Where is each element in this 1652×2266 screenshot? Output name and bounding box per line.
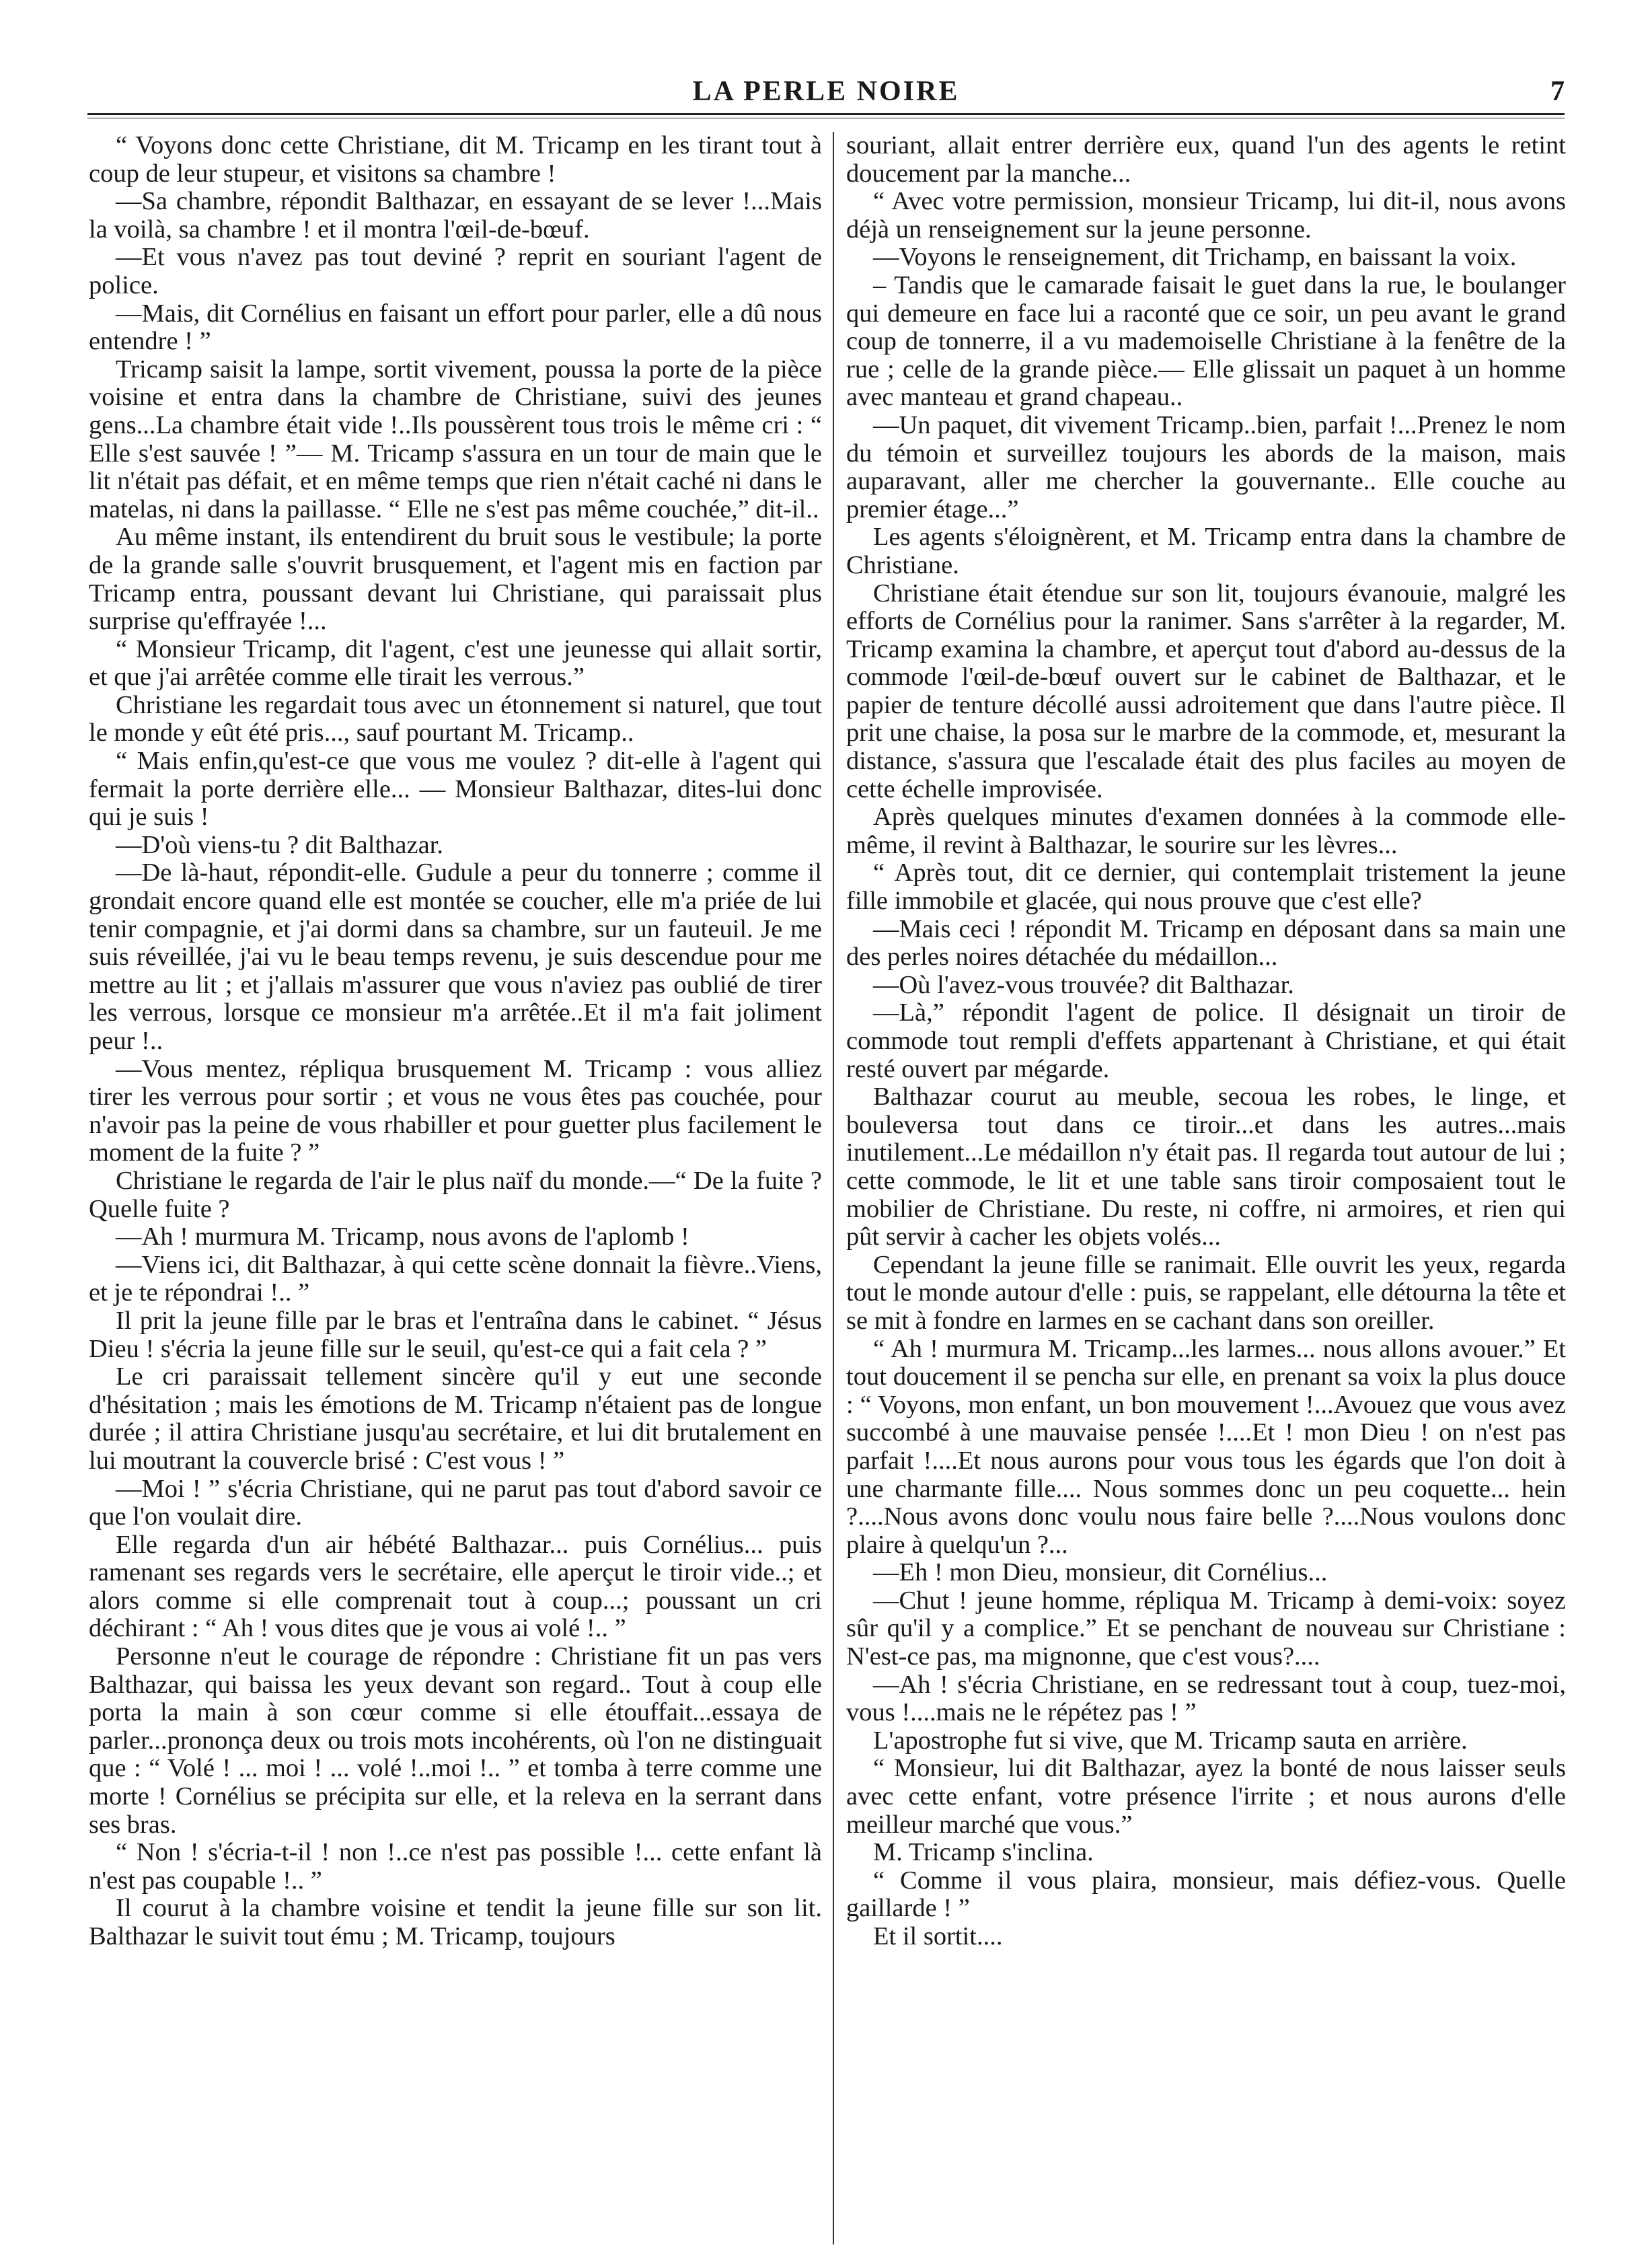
running-title: LA PERLE NOIRE (692, 76, 960, 107)
paragraph: —D'où viens-tu ? dit Balthazar. (116, 830, 444, 859)
paragraph: —Et vous n'avez pas tout deviné ? reprit en souriant l'agent de police. (89, 243, 822, 299)
paragraph: “ Ah ! murmura M. Tricamp...les larmes... nous allons avouer.” Et tout doucement il se pencha sur elle, en prenant sa voix la plus douce : “ Voyons, mon enfant, un bon mouvement !...Avouez que vous avez succombé à une mauvaise pensée !....Et ! mon Dieu ! on n'est pas parfait !....Et nous aurons pour vous tous les égards que l'on doit à une charmante fille.... Nous sommes donc un peu coquette... hein ?....Nous avons donc voulu nous faire belle ?....Nous voulons donc plaire à quelqu'un ?... (846, 1334, 1566, 1559)
paragraph: souriant, allait entrer derrière eux, quand l'un des agents le retint doucement par la manche... (846, 131, 1566, 188)
paragraph: —Viens ici, dit Balthazar, à qui cette scène donnait la fièvre..Viens, et je te répondrai !.. ” (89, 1250, 822, 1307)
paragraph: Il prit la jeune fille par le bras et l'entraîna dans le cabinet. “ Jésus Dieu ! s'écria la jeune fille sur le seuil, qu'est-ce qui a fait cela ? ” (89, 1306, 822, 1363)
paragraph: —Où l'avez-vous trouvée? dit Balthazar. (873, 970, 1294, 999)
paragraph: —Chut ! jeune homme, répliqua M. Tricamp à demi-voix: soyez sûr qu'il y a complice.” Et se penchant de nouveau sur Christiane : N'est-ce pas, ma mignonne, que c'est vous?.... (846, 1586, 1566, 1671)
paragraph: “ Monsieur, lui dit Balthazar, ayez la bonté de nous laisser seuls avec cette enfant, votre présence l'irrite ; et nous aurons d'elle meilleur marché que vous.” (846, 1754, 1566, 1839)
paragraph: —Là,” répondit l'agent de police. Il désignait un tiroir de commode tout rempli d'effets appartenant à Christiane, et qui était resté ouvert par mégarde. (846, 998, 1566, 1083)
paragraph: “ Après tout, dit ce dernier, qui contemplait tristement la jeune fille immobile et glacée, qui nous prouve que c'est elle? (846, 858, 1566, 916)
paragraph: Balthazar courut au meuble, secoua les robes, le linge, et bouleversa tout dans ce tiroir...et dans les autres...mais inutilement...Le médaillon n'y était pas. Il regarda tout autour de lui ; cette commode, le lit et une table sans tiroir composaient tout le mobilier de Christiane. Du reste, ni coffre, ni armoires, et rien qui pût servir à cacher les objets volés... (846, 1083, 1566, 1251)
paragraph: Tricamp saisit la lampe, sortit vivement, poussa la porte de la pièce voisine et entra dans la chambre de Christiane, suivi des jeunes gens...La chambre était vide !..Ils poussèrent tous trois le même cri : “ Elle s'est sauvée ! ”— M. Tricamp s'assura en un tour de main que le lit n'était pas défait, et en même temps que rien n'était caché ni dans le matelas, ni dans la paillasse. “ Elle ne s'est pas même couchée,” dit-il.. (89, 355, 822, 523)
paragraph: Les agents s'éloignèrent, et M. Tricamp entra dans la chambre de Christiane. (846, 523, 1566, 579)
header-rule (87, 113, 1565, 115)
paragraph: “ Non ! s'écria-t-il ! non !..ce n'est pas possible !... cette enfant là n'est pas coupable !.. ” (89, 1838, 822, 1895)
left-column (89, 132, 822, 2244)
paragraph: Cependant la jeune fille se ranimait. Elle ouvrit les yeux, regarda tout le monde autour d'elle : puis, se rappelant, elle détourna la tête et se mit à fondre en larmes en se cachant dans son oreiller. (846, 1250, 1566, 1335)
paragraph: Et il sortit.... (873, 1922, 1003, 1950)
paragraph: Christiane le regarda de l'air le plus naïf du monde.—“ De la fuite ? Quelle fuite ? (89, 1166, 822, 1223)
paragraph: Christiane les regardait tous avec un étonnement si naturel, que tout le monde y eût été pris..., sauf pourtant M. Tricamp.. (89, 690, 822, 747)
paragraph: —Voyons le renseignement, dit Trichamp, en baissant la voix. (873, 243, 1517, 272)
paragraph: —Sa chambre, répondit Balthazar, en essayant de se lever !...Mais la voilà, sa chambre ! et il montra l'œil-de-bœuf. (89, 187, 822, 244)
paragraph: Elle regarda d'un air hébété Balthazar... puis Cornélius... puis ramenant ses regards vers le secrétaire, elle aperçut le tiroir vide..; et alors comme si elle comprenait tout à coup...; poussant un cri déchirant : “ Ah ! vous dites que je vous ai volé !.. ” (89, 1530, 822, 1643)
paragraph: Il courut à la chambre voisine et tendit la jeune fille sur son lit. Balthazar le suivit tout ému ; M. Tricamp, toujours (89, 1894, 822, 1950)
right-column (846, 131, 1566, 1950)
paragraph: “ Comme il vous plaira, monsieur, mais défiez-vous. Quelle gaillarde ! ” (846, 1866, 1566, 1923)
paragraph: “ Monsieur Tricamp, dit l'agent, c'est une jeunesse qui allait sortir, et que j'ai arrêtée comme elle tirait les verrous.” (89, 634, 822, 692)
paragraph: —De là-haut, répondit-elle. Gudule a peur du tonnerre ; comme il grondait encore quand elle est montée se coucher, elle m'a priée de lui tenir compagnie, et j'ai dormi dans sa chambre, sur un fauteuil. Je me suis réveillée, j'ai vu le beau temps revenu, je suis descendue pour me mettre au lit ; et j'allais m'assurer que vous n'aviez pas oublié de tirer les verrous, lorsque ce monsieur m'a arrêtée..Et il m'a fait joliment peur !.. (89, 858, 822, 1055)
paragraph: Personne n'eut le courage de répondre : Christiane fit un pas vers Balthazar, qui baissa les yeux devant son regard.. Tout à coup elle porta la main à son cœur comme si elle étouffait...essaya de parler...prononça deux ou trois mots incohérents, où l'on ne distinguait que : “ Volé ! ... moi ! ... volé !..moi !.. ” et tomba à terre comme une morte ! Cornélius se précipita sur elle, et la releva en la serrant dans ses bras. (89, 1642, 822, 1839)
paragraph: “ Voyons donc cette Christiane, dit M. Tricamp en les tirant tout à coup de leur stupeur, et visitons sa chambre ! (89, 131, 822, 188)
paragraph: L'apostrophe fut si vive, que M. Tricamp sauta en arrière. (873, 1726, 1468, 1755)
page-number: 7 (1550, 76, 1565, 107)
paragraph: —Ah ! s'écria Christiane, en se redressant tout à coup, tuez-moi, vous !....mais ne le répétez pas ! ” (846, 1670, 1566, 1727)
paragraph: —Moi ! ” s'écria Christiane, qui ne parut pas tout d'abord savoir ce que l'on voulait dire. (89, 1474, 822, 1531)
paragraph: Christiane était étendue sur son lit, toujours évanouie, malgré les efforts de Cornélius pour la ranimer. Sans s'arrêter à la regarder, M. Tricamp examina la chambre, et aperçut tout d'abord au-dessus de la commode l'œil-de-bœuf ouvert sur le cabinet de Balthazar, et le papier de tenture décollé aussi adroitement que dans l'autre pièce. Il prit une chaise, la posa sur le marbre de la commode, et, mesurant la distance, s'assura que l'escalade était des plus faciles au moyen de cette échelle improvisée. (846, 579, 1566, 803)
column-divider (833, 132, 834, 2244)
paragraph: “ Mais enfin,qu'est-ce que vous me voulez ? dit-elle à l'agent qui fermait la porte derrière elle... — Monsieur Balthazar, dites-lui donc qui je suis ! (89, 747, 822, 832)
paragraph: —Ah ! murmura M. Tricamp, nous avons de l'aplomb ! (116, 1222, 689, 1251)
paragraph: —Un paquet, dit vivement Tricamp..bien, parfait !...Prenez le nom du témoin et surveillez toujours les abords de la maison, mais auparavant, aller me chercher la gouvernante.. Elle couche au premier étage...” (846, 410, 1566, 523)
paragraph: “ Avec votre permission, monsieur Tricamp, lui dit-il, nous avons déjà un renseignement sur la jeune personne. (846, 187, 1566, 244)
paragraph: Après quelques minutes d'examen données à la commode elle-même, il revint à Balthazar, le sourire sur les lèvres... (846, 803, 1566, 859)
page-header (87, 75, 1565, 116)
paragraph: —Vous mentez, répliqua brusquement M. Tricamp : vous alliez tirer les verrous pour sortir ; et vous ne vous êtes pas couchée, pour n'avoir pas la peine de vous rhabiller et pour guetter plus facilement le moment de la fuite ? ” (89, 1054, 822, 1167)
paragraph: —Mais ceci ! répondit M. Tricamp en déposant dans sa main une des perles noires détachée du médaillon... (846, 914, 1566, 972)
paragraph: —Eh ! mon Dieu, monsieur, dit Cornélius... (873, 1558, 1328, 1587)
paragraph: Le cri paraissait tellement sincère qu'il y eut une seconde d'hésitation ; mais les émotions de M. Tricamp n'étaient pas de longue durée ; il attira Christiane jusqu'au secrétaire, et lui dit brutalement en lui moutrant la couvercle brisé : C'est vous ! ” (89, 1362, 822, 1475)
paragraph: – Tandis que le camarade faisait le guet dans la rue, le boulanger qui demeure en face lui a raconté que ce soir, un peu avant le grand coup de tonnerre, il a vu mademoiselle Christiane à la fenêtre de la rue ; celle de la grande pièce.— Elle glissait un paquet à un homme avec manteau et grand chapeau.. (846, 270, 1566, 412)
paragraph: Au même instant, ils entendirent du bruit sous le vestibule; la porte de la grande salle s'ouvrit brusquement, et l'agent mis en faction par Tricamp entra, poussant devant lui Christiane, qui paraissait plus surprise qu'effrayée !... (89, 523, 822, 636)
paragraph: M. Tricamp s'inclina. (873, 1838, 1094, 1867)
paragraph: —Mais, dit Cornélius en faisant un effort pour parler, elle a dû nous entendre ! ” (89, 299, 822, 356)
